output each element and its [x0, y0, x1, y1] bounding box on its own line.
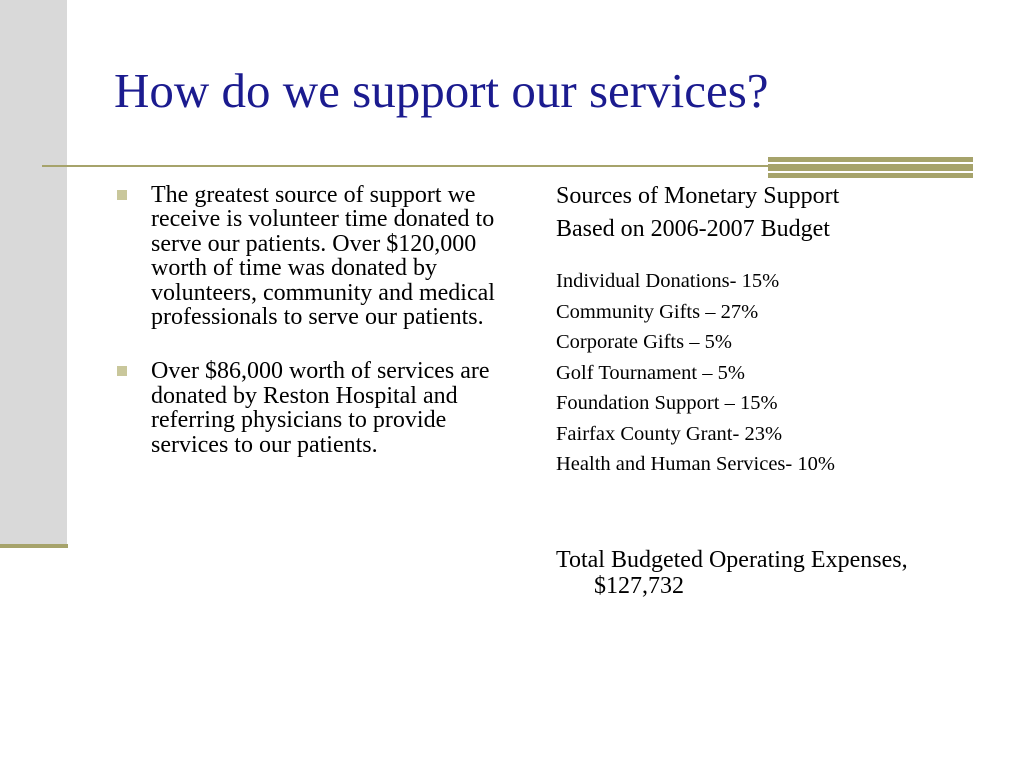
bullet-text: Over $86,000 worth of services are donated by Reston Hospital and referring physicians to provide services to our patients.: [151, 358, 490, 458]
source-item: Fairfax County Grant- 23%: [556, 422, 783, 445]
source-item: Individual Donations- 15%: [556, 270, 780, 292]
total-expenses: Total Budgeted Operating Expenses, $127,732: [556, 546, 908, 599]
side-decor-rule: [0, 544, 68, 548]
support-heading-line1: Sources of Monetary Support: [556, 183, 840, 209]
slide-title: How do we support our services?: [114, 63, 769, 118]
bullet-item: [116, 183, 516, 329]
bullet-item: [116, 359, 516, 457]
bullet-list: [116, 183, 516, 487]
source-item: Health and Human Services- 10%: [556, 453, 835, 475]
source-item: Community Gifts – 27%: [556, 300, 759, 323]
support-heading-line2: Based on 2006-2007 Budget: [556, 216, 830, 242]
square-bullet-icon: [117, 190, 127, 200]
bullet-text: The greatest source of support we receive is volunteer time donated to serve our patients. Over $120,000 worth of time was donated by volunteers, community and medical professionals to serve our patients.: [151, 182, 495, 331]
source-item: Foundation Support – 15%: [556, 392, 778, 414]
title-divider-accent: [768, 157, 973, 178]
source-list: [556, 266, 996, 480]
source-item: Corporate Gifts – 5%: [556, 331, 732, 353]
support-panel: [556, 180, 996, 599]
side-decor-bar: [0, 0, 67, 546]
square-bullet-icon: [117, 366, 127, 376]
source-item: Golf Tournament – 5%: [556, 361, 745, 384]
